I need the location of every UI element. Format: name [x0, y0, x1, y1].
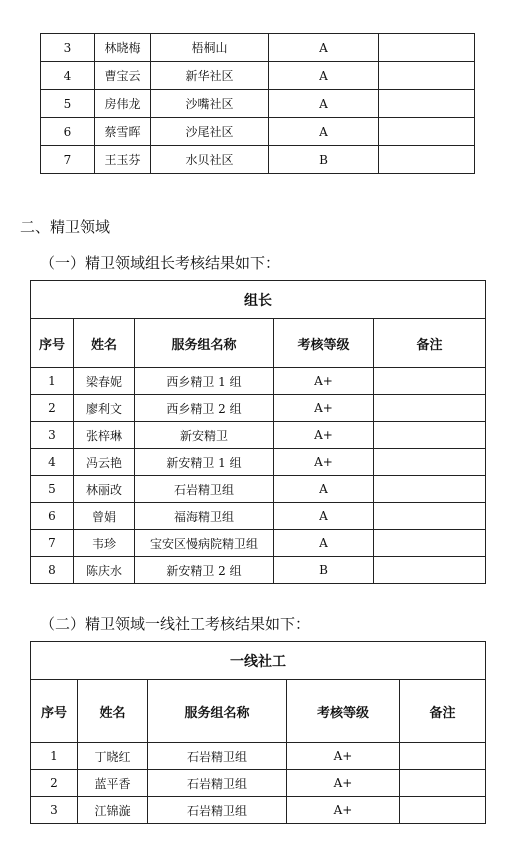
row-name: 张梓琳 — [74, 422, 135, 449]
row-grade: A — [274, 530, 374, 557]
row-group: 新安精卫 2 组 — [135, 557, 274, 584]
row-name: 蔡雪晖 — [95, 118, 151, 146]
row-number: 5 — [31, 476, 74, 503]
worker-results-table — [30, 641, 486, 824]
row-number: 8 — [31, 557, 74, 584]
table-header-row — [31, 680, 486, 743]
row-grade: A+ — [287, 770, 400, 797]
row-group: 石岩精卫组 — [148, 797, 287, 824]
row-note — [379, 118, 475, 146]
row-name: 林丽改 — [74, 476, 135, 503]
column-header: 服务组名称 — [148, 680, 287, 743]
table-row — [41, 118, 475, 146]
row-note — [379, 62, 475, 90]
row-name: 王玉芬 — [95, 146, 151, 174]
row-number: 6 — [41, 118, 95, 146]
row-name: 梁春妮 — [74, 368, 135, 395]
row-name: 江锦漩 — [78, 797, 148, 824]
row-group: 新安精卫 — [135, 422, 274, 449]
row-number: 2 — [31, 395, 74, 422]
row-grade: A+ — [274, 368, 374, 395]
row-note — [379, 34, 475, 62]
table-row — [31, 395, 486, 422]
subsection-heading-leaders: （一）精卫领域组长考核结果如下： — [40, 254, 281, 272]
column-header: 考核等级 — [274, 319, 374, 368]
column-header: 备注 — [400, 680, 486, 743]
table-row — [31, 368, 486, 395]
row-number: 7 — [41, 146, 95, 174]
table-row — [31, 476, 486, 503]
row-number: 5 — [41, 90, 95, 118]
row-note — [374, 476, 486, 503]
table-row — [31, 503, 486, 530]
row-note — [374, 368, 486, 395]
table-row — [41, 90, 475, 118]
row-grade: B — [269, 146, 379, 174]
row-group: 新安精卫 1 组 — [135, 449, 274, 476]
leader-results-table — [30, 280, 486, 584]
row-note — [400, 743, 486, 770]
row-note — [374, 449, 486, 476]
row-number: 2 — [31, 770, 78, 797]
table-row — [31, 449, 486, 476]
row-number: 6 — [31, 503, 74, 530]
row-number: 4 — [31, 449, 74, 476]
continued-results-table — [40, 33, 475, 174]
row-group: 石岩精卫组 — [135, 476, 274, 503]
row-note — [400, 770, 486, 797]
row-number: 3 — [41, 34, 95, 62]
row-name: 陈庆水 — [74, 557, 135, 584]
row-note — [400, 797, 486, 824]
column-header: 姓名 — [78, 680, 148, 743]
row-grade: A — [269, 90, 379, 118]
row-grade: A+ — [287, 743, 400, 770]
row-group: 宝安区慢病院精卫组 — [135, 530, 274, 557]
column-header: 考核等级 — [287, 680, 400, 743]
row-group: 西乡精卫 2 组 — [135, 395, 274, 422]
row-note — [374, 557, 486, 584]
section-heading: 二、精卫领域 — [20, 218, 111, 236]
row-note — [374, 503, 486, 530]
row-group: 石岩精卫组 — [148, 770, 287, 797]
row-grade: A — [274, 476, 374, 503]
row-name: 韦珍 — [74, 530, 135, 557]
row-grade: A — [269, 118, 379, 146]
row-grade: A — [269, 34, 379, 62]
row-number: 4 — [41, 62, 95, 90]
row-group: 新华社区 — [151, 62, 269, 90]
table-row — [31, 770, 486, 797]
table-row — [41, 146, 475, 174]
column-header: 备注 — [374, 319, 486, 368]
row-group: 沙嘴社区 — [151, 90, 269, 118]
column-header: 姓名 — [74, 319, 135, 368]
row-number: 1 — [31, 743, 78, 770]
row-name: 丁晓红 — [78, 743, 148, 770]
row-name: 廖利文 — [74, 395, 135, 422]
table-row — [41, 34, 475, 62]
column-header: 序号 — [31, 680, 78, 743]
row-group: 水贝社区 — [151, 146, 269, 174]
row-group: 西乡精卫 1 组 — [135, 368, 274, 395]
table-header-row — [31, 319, 486, 368]
row-grade: A+ — [274, 449, 374, 476]
row-note — [374, 395, 486, 422]
table-row — [41, 62, 475, 90]
row-name: 冯云艳 — [74, 449, 135, 476]
row-number: 1 — [31, 368, 74, 395]
row-grade: A+ — [274, 395, 374, 422]
row-group: 福海精卫组 — [135, 503, 274, 530]
row-group: 石岩精卫组 — [148, 743, 287, 770]
column-header: 序号 — [31, 319, 74, 368]
table-row — [31, 797, 486, 824]
row-number: 3 — [31, 797, 78, 824]
row-group: 梧桐山 — [151, 34, 269, 62]
column-header: 服务组名称 — [135, 319, 274, 368]
row-grade: B — [274, 557, 374, 584]
row-grade: A+ — [287, 797, 400, 824]
table-row — [31, 422, 486, 449]
row-grade: A — [274, 503, 374, 530]
row-name: 蓝平香 — [78, 770, 148, 797]
row-note — [379, 90, 475, 118]
table-title: 组长 — [31, 281, 486, 319]
row-name: 曹宝云 — [95, 62, 151, 90]
row-note — [379, 146, 475, 174]
table-title: 一线社工 — [31, 642, 486, 680]
row-number: 3 — [31, 422, 74, 449]
row-name: 曾娟 — [74, 503, 135, 530]
row-grade: A — [269, 62, 379, 90]
subsection-heading-workers: （二）精卫领域一线社工考核结果如下： — [40, 615, 311, 633]
row-note — [374, 530, 486, 557]
row-group: 沙尾社区 — [151, 118, 269, 146]
table-row — [31, 557, 486, 584]
row-name: 房伟龙 — [95, 90, 151, 118]
table-row — [31, 530, 486, 557]
table-row — [31, 743, 486, 770]
row-grade: A+ — [274, 422, 374, 449]
row-name: 林晓梅 — [95, 34, 151, 62]
row-note — [374, 422, 486, 449]
row-number: 7 — [31, 530, 74, 557]
